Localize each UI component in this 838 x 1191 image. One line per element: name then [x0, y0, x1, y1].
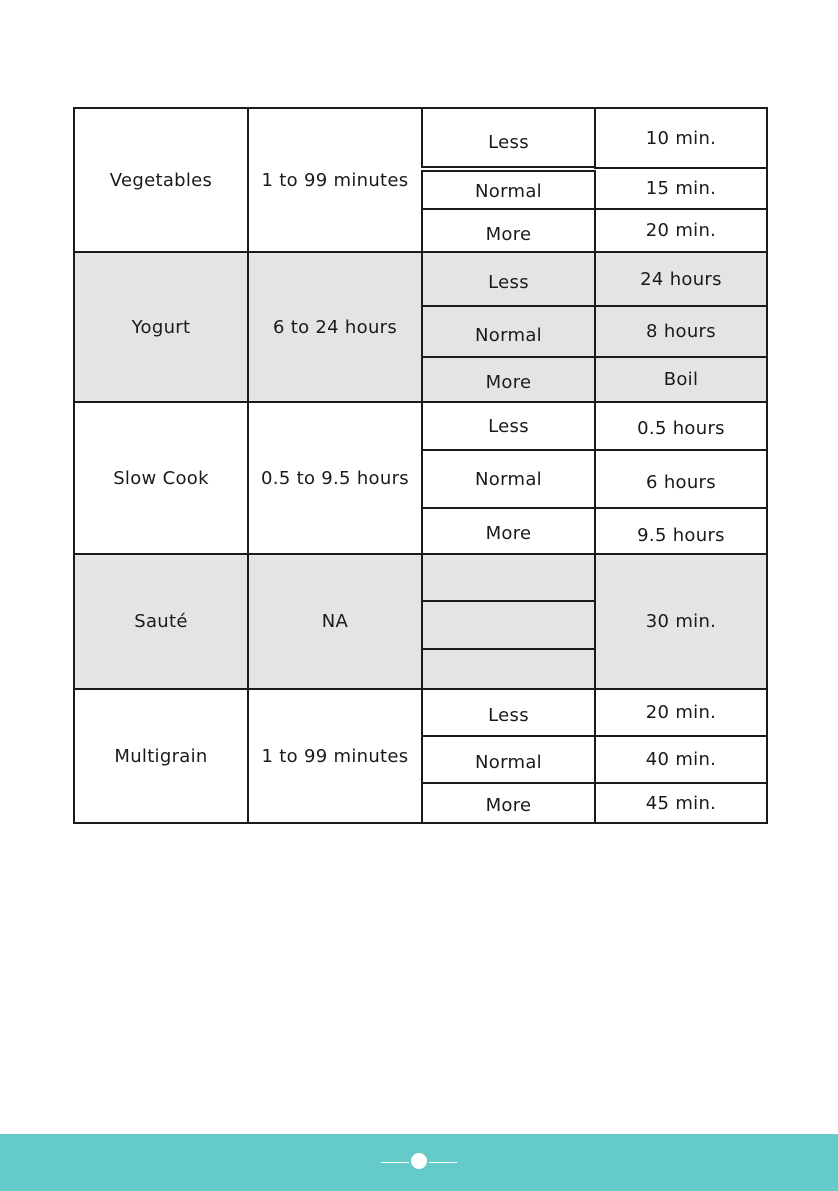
program-cell: Yogurt: [131, 316, 191, 338]
default-time-cell: 10 min.: [645, 127, 717, 149]
default-time-cell: 9.5 hours: [637, 525, 725, 546]
default-time-cell: 20 min.: [645, 702, 717, 723]
range-cell: NA: [321, 611, 349, 632]
default-time-cell: 20 min.: [645, 220, 717, 241]
level-cell: Less: [488, 131, 529, 153]
level-cell: Normal: [475, 468, 542, 490]
level-cell: More: [485, 371, 532, 393]
default-time-cell: 8 hours: [646, 321, 716, 342]
level-cell: More: [485, 223, 532, 245]
default-time-cell: 30 min.: [645, 611, 717, 632]
default-time-cell: 40 min.: [645, 749, 717, 770]
level-cell: Less: [488, 704, 529, 726]
level-cell: Less: [488, 415, 529, 437]
subrow-divider: [421, 600, 596, 602]
range-cell: 0.5 to 9.5 hours: [261, 467, 409, 489]
level-cell: Less: [488, 271, 529, 293]
range-cell: 1 to 99 minutes: [261, 745, 409, 767]
range-cell: 1 to 99 minutes: [261, 169, 409, 191]
page-indicator-line: [429, 1162, 457, 1163]
default-time-cell: 6 hours: [646, 471, 716, 493]
level-cell: More: [485, 794, 532, 816]
default-time-cell: 0.5 hours: [637, 417, 725, 439]
range-cell: 6 to 24 hours: [272, 316, 398, 338]
level-cell: Normal: [475, 324, 542, 346]
program-cell: Sauté: [134, 611, 188, 632]
program-cell: Slow Cook: [113, 467, 209, 489]
page-indicator-line: [381, 1162, 409, 1163]
subrow-divider: [421, 648, 596, 650]
level-cell: Normal: [475, 752, 542, 773]
default-time-cell: Boil: [663, 369, 699, 390]
level-cell: More: [485, 522, 532, 544]
level-cell: Normal: [475, 180, 542, 202]
page-number-circle: [409, 1151, 429, 1171]
program-cell: Vegetables: [109, 169, 213, 191]
default-time-cell: 24 hours: [640, 268, 722, 290]
cooking-time-table: [73, 107, 768, 824]
program-cell: Multigrain: [114, 745, 208, 767]
default-time-cell: 15 min.: [645, 178, 717, 199]
default-time-cell: 45 min.: [645, 792, 717, 814]
